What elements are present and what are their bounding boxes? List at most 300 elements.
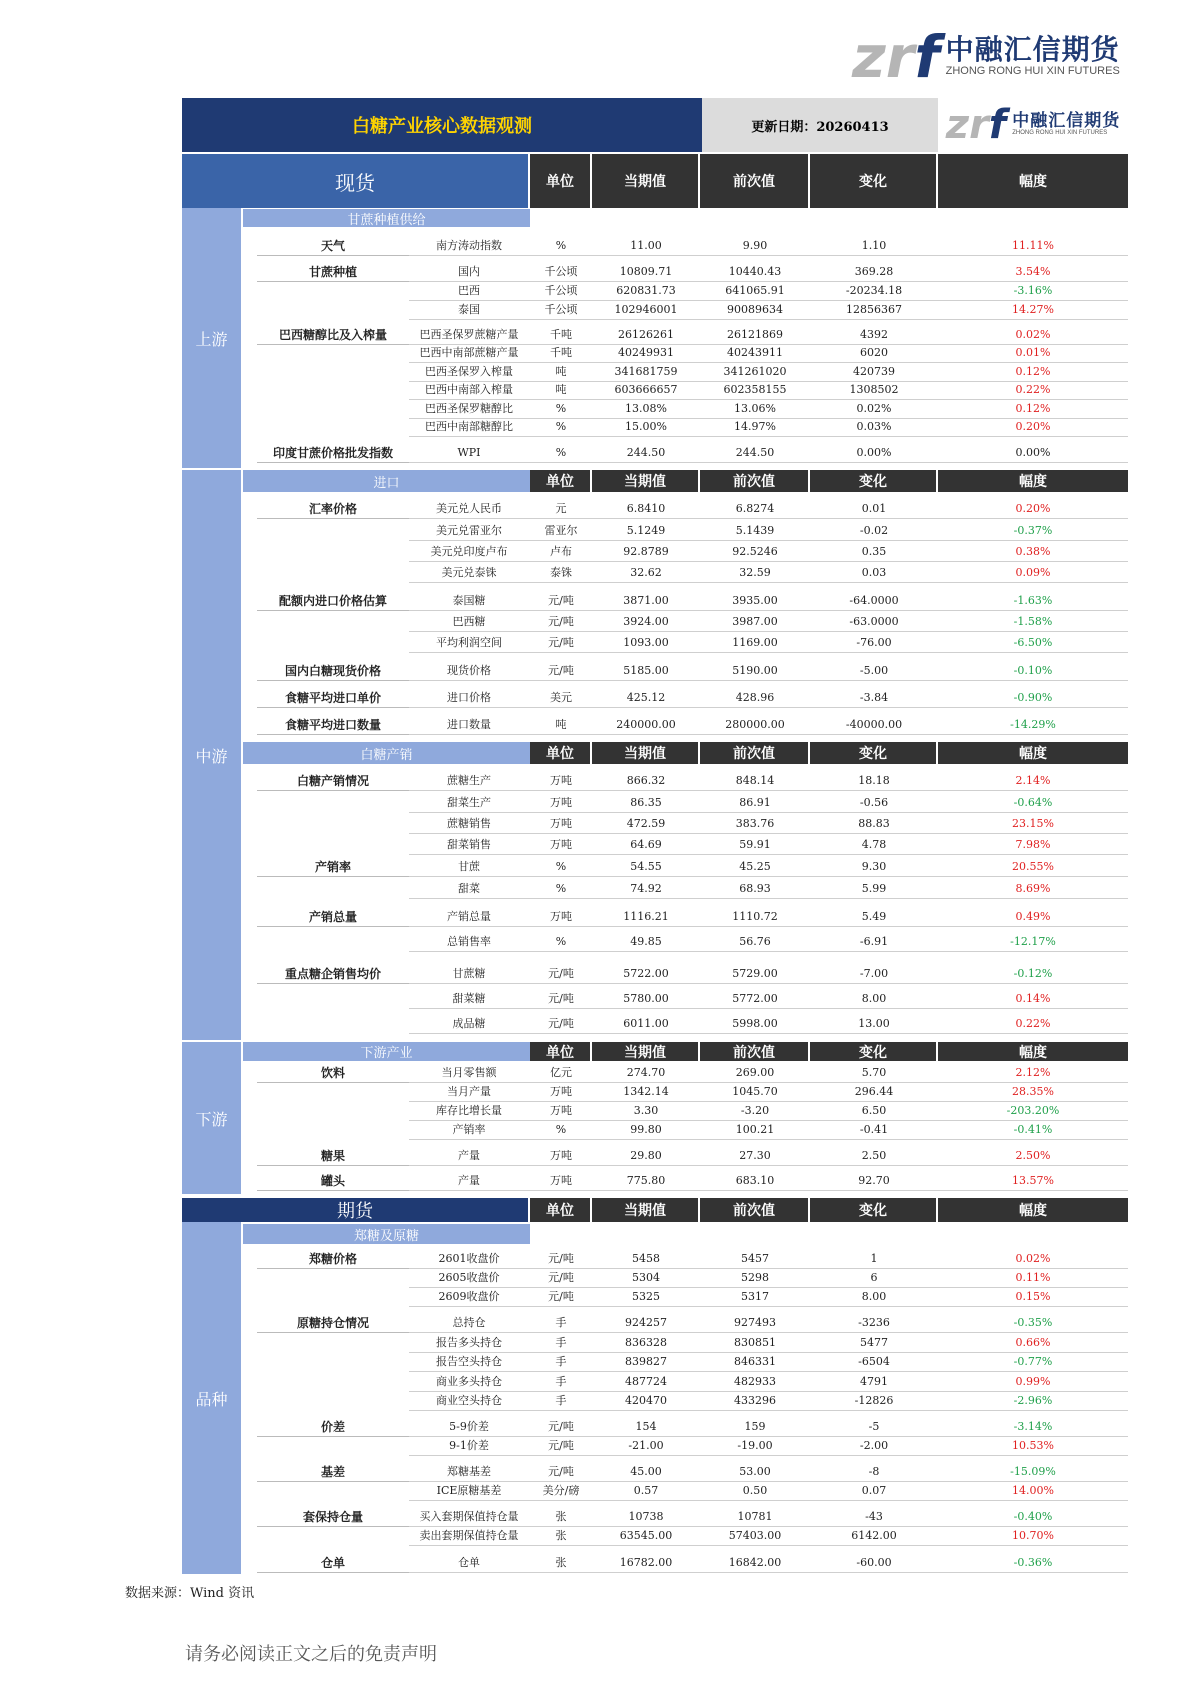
row-change: 4791 bbox=[860, 1374, 888, 1388]
row-current: 54.55 bbox=[630, 859, 662, 873]
category-separator bbox=[257, 1572, 409, 1573]
row-pct: 14.00% bbox=[1012, 1483, 1054, 1497]
category-separator bbox=[257, 255, 409, 256]
row-previous: 5457 bbox=[741, 1251, 769, 1265]
row-previous: 86.91 bbox=[739, 795, 771, 809]
row-change: 296.44 bbox=[854, 1084, 894, 1098]
row-pct: 10.53% bbox=[1012, 1438, 1054, 1452]
row-current: 13.08% bbox=[625, 401, 667, 415]
row-indicator: 买入套期保值持仓量 bbox=[419, 1510, 519, 1523]
row-category bbox=[257, 1014, 409, 1033]
row-indicator: 美元兑雷亚尔 bbox=[436, 524, 502, 537]
row-separator bbox=[409, 540, 1128, 541]
row-pct: -0.41% bbox=[1013, 1122, 1053, 1136]
row-indicator: 总销售率 bbox=[447, 935, 491, 948]
row-pct: -0.77% bbox=[1013, 1354, 1053, 1368]
row-previous: 5317 bbox=[741, 1289, 769, 1303]
row-pct: 0.12% bbox=[1015, 401, 1051, 415]
row-separator bbox=[409, 1545, 1128, 1546]
row-category: 天气 bbox=[320, 238, 345, 253]
row-unit: 元/吨 bbox=[548, 594, 574, 607]
row-category bbox=[257, 563, 409, 582]
row-category bbox=[257, 417, 409, 436]
row-change: -40000.00 bbox=[845, 717, 903, 731]
futures-label: 期货 bbox=[182, 1198, 530, 1222]
row-separator bbox=[409, 1139, 1128, 1140]
table-row bbox=[0, 1014, 1190, 1033]
row-separator bbox=[409, 518, 1128, 519]
row-indicator: 甜菜糖 bbox=[452, 992, 486, 1005]
row-change: 6.50 bbox=[861, 1103, 887, 1117]
row-category bbox=[257, 932, 409, 951]
table-row bbox=[0, 1391, 1190, 1410]
row-indicator: 国内 bbox=[458, 265, 480, 278]
row-previous: 846331 bbox=[734, 1354, 776, 1368]
row-unit: 元/吨 bbox=[548, 992, 574, 1005]
row-current: 274.70 bbox=[626, 1065, 666, 1079]
row-pct: 8.69% bbox=[1015, 881, 1051, 895]
table-row bbox=[0, 1082, 1190, 1101]
row-separator bbox=[409, 1008, 1128, 1009]
row-previous: 602358155 bbox=[723, 382, 787, 396]
row-unit: 手 bbox=[555, 1375, 567, 1388]
table-row bbox=[0, 325, 1190, 344]
row-category bbox=[257, 1287, 409, 1306]
row-current: 154 bbox=[635, 1419, 657, 1433]
row-previous: 56.76 bbox=[739, 934, 771, 948]
row-change: 0.03 bbox=[861, 565, 887, 579]
row-indicator: 2605收盘价 bbox=[438, 1271, 500, 1284]
row-previous: 1045.70 bbox=[732, 1084, 778, 1098]
section-import: 进口 bbox=[243, 470, 530, 492]
row-pct: 2.50% bbox=[1015, 1148, 1051, 1162]
logo-name-en: ZHONG RONG HUI XIN FUTURES bbox=[945, 64, 1120, 77]
row-separator bbox=[409, 436, 1128, 437]
row-category: 食糖平均进口数量 bbox=[284, 717, 381, 732]
row-indicator: 现货价格 bbox=[447, 664, 491, 677]
row-separator bbox=[409, 1190, 1128, 1191]
row-separator bbox=[409, 631, 1128, 632]
row-previous: 383.76 bbox=[735, 816, 775, 830]
row-change: -6504 bbox=[858, 1354, 890, 1368]
category-separator bbox=[257, 1190, 409, 1191]
row-change: 5.70 bbox=[861, 1065, 887, 1079]
row-change: 1308502 bbox=[849, 382, 899, 396]
row-current: 341681759 bbox=[614, 364, 678, 378]
row-current: 420470 bbox=[625, 1393, 667, 1407]
row-previous: 244.50 bbox=[735, 445, 775, 459]
row-pct: 28.35% bbox=[1012, 1084, 1054, 1098]
row-pct: -15.09% bbox=[1010, 1464, 1056, 1478]
row-unit: 万吨 bbox=[550, 1174, 572, 1187]
row-indicator: 巴西中南部入榨量 bbox=[425, 383, 513, 396]
row-current: 425.12 bbox=[626, 690, 666, 704]
row-pct: -0.64% bbox=[1013, 795, 1053, 809]
row-indicator: 产量 bbox=[458, 1174, 480, 1187]
table-row bbox=[0, 793, 1190, 812]
row-indicator: 成品糖 bbox=[452, 1017, 486, 1030]
row-change: -5.00 bbox=[859, 663, 889, 677]
update-date: 更新日期：20260413 bbox=[702, 98, 938, 152]
row-indicator: 美元兑泰铢 bbox=[441, 566, 497, 579]
table-row bbox=[0, 1171, 1190, 1190]
row-change: 420739 bbox=[853, 364, 895, 378]
row-category bbox=[257, 1333, 409, 1352]
row-pct: 10.70% bbox=[1012, 1528, 1054, 1542]
region-variety: 品种 bbox=[182, 1222, 241, 1576]
row-current: 15.00% bbox=[625, 419, 667, 433]
row-change: -76.00 bbox=[856, 635, 892, 649]
row-separator bbox=[409, 833, 1128, 834]
row-change: 369.28 bbox=[854, 264, 894, 278]
row-separator bbox=[409, 1165, 1128, 1166]
row-unit: % bbox=[555, 419, 567, 433]
row-pct: 0.99% bbox=[1015, 1374, 1051, 1388]
col-previous: 前次值 bbox=[700, 154, 810, 208]
row-category bbox=[257, 612, 409, 631]
row-category bbox=[257, 399, 409, 418]
row-previous: 1110.72 bbox=[732, 909, 778, 923]
row-category bbox=[257, 542, 409, 561]
row-current: 866.32 bbox=[626, 773, 666, 787]
header-logo: zrf 中融汇信期货 ZHONG RONG HUI XIN FUTURES bbox=[938, 98, 1128, 152]
table-row bbox=[0, 879, 1190, 898]
row-pct: -0.12% bbox=[1013, 966, 1053, 980]
row-pct: -14.29% bbox=[1010, 717, 1056, 731]
row-current: 29.80 bbox=[630, 1148, 662, 1162]
report-title: 白糖产业核心数据观测 bbox=[182, 98, 702, 152]
row-indicator: 甜菜 bbox=[458, 882, 480, 895]
row-category: 产销率 bbox=[314, 859, 351, 874]
table-row bbox=[0, 1101, 1190, 1120]
row-unit: 万吨 bbox=[550, 1104, 572, 1117]
row-unit: 元/吨 bbox=[548, 967, 574, 980]
row-category bbox=[257, 521, 409, 540]
table-row bbox=[0, 1268, 1190, 1287]
row-category: 印度甘蔗价格批发指数 bbox=[272, 445, 393, 460]
row-indicator: 5-9价差 bbox=[449, 1420, 489, 1433]
row-separator bbox=[409, 1033, 1128, 1034]
row-previous: 10781 bbox=[737, 1509, 773, 1523]
company-logo bbox=[852, 23, 1120, 91]
row-pct: -1.58% bbox=[1013, 614, 1053, 628]
row-category: 价差 bbox=[320, 1419, 345, 1434]
row-indicator: 泰国糖 bbox=[452, 594, 486, 607]
row-current: 5304 bbox=[632, 1270, 660, 1284]
section-prodsale: 白糖产销 bbox=[243, 742, 530, 764]
import-col-headers: 单位 当期值 前次值 变化 幅度 bbox=[530, 470, 1128, 492]
table-row bbox=[0, 281, 1190, 300]
row-category bbox=[257, 989, 409, 1008]
row-current: 603666657 bbox=[614, 382, 678, 396]
row-previous: 32.59 bbox=[739, 565, 771, 579]
row-category: 套保持仓量 bbox=[302, 1509, 363, 1524]
row-separator bbox=[409, 1572, 1128, 1573]
row-current: 32.62 bbox=[630, 565, 662, 579]
row-change: -0.56 bbox=[859, 795, 889, 809]
table-row bbox=[0, 1553, 1190, 1572]
table-row bbox=[0, 835, 1190, 854]
row-current: 472.59 bbox=[626, 816, 666, 830]
row-unit: 泰铢 bbox=[550, 566, 572, 579]
row-pct: 2.12% bbox=[1015, 1065, 1051, 1079]
row-change: 92.70 bbox=[858, 1173, 890, 1187]
table-row bbox=[0, 1507, 1190, 1526]
row-category bbox=[257, 281, 409, 300]
table-row bbox=[0, 1287, 1190, 1306]
row-previous: 830851 bbox=[734, 1335, 776, 1349]
row-unit: 美分/磅 bbox=[542, 1484, 580, 1497]
category-separator bbox=[257, 462, 409, 463]
row-current: 3924.00 bbox=[623, 614, 669, 628]
row-previous: 5772.00 bbox=[732, 991, 778, 1005]
row-unit: 元/吨 bbox=[548, 1439, 574, 1452]
row-separator bbox=[409, 876, 1128, 877]
row-previous: 5.1439 bbox=[735, 523, 775, 537]
row-pct: 0.22% bbox=[1015, 1016, 1051, 1030]
row-unit: 卢布 bbox=[550, 545, 572, 558]
row-category: 甘蔗种植 bbox=[308, 264, 357, 279]
table-row bbox=[0, 443, 1190, 462]
row-indicator: 总持仓 bbox=[452, 1316, 486, 1329]
table-row bbox=[0, 1120, 1190, 1139]
row-current: 45.00 bbox=[630, 1464, 662, 1478]
prodsale-col-headers: 单位 当期值 前次值 变化 幅度 bbox=[530, 742, 1128, 764]
row-category: 饮料 bbox=[320, 1065, 345, 1080]
row-pct: 0.20% bbox=[1015, 501, 1051, 515]
row-category bbox=[257, 793, 409, 812]
row-pct: 14.27% bbox=[1012, 302, 1054, 316]
row-separator bbox=[409, 983, 1128, 984]
row-unit: 吨 bbox=[555, 383, 567, 396]
category-separator bbox=[257, 790, 409, 791]
row-current: 775.80 bbox=[626, 1173, 666, 1187]
row-separator bbox=[409, 898, 1128, 899]
row-current: 244.50 bbox=[626, 445, 666, 459]
row-unit: 元/吨 bbox=[548, 1252, 574, 1265]
table-row bbox=[0, 857, 1190, 876]
row-indicator: 当月产量 bbox=[447, 1085, 491, 1098]
row-change: 8.00 bbox=[861, 1289, 887, 1303]
row-unit: 元/吨 bbox=[548, 615, 574, 628]
row-pct: 0.12% bbox=[1015, 364, 1051, 378]
row-unit: 千吨 bbox=[550, 328, 572, 341]
row-unit: % bbox=[555, 859, 567, 873]
row-change: 13.00 bbox=[858, 1016, 890, 1030]
row-previous: -19.00 bbox=[737, 1438, 773, 1452]
row-unit: 元/吨 bbox=[548, 664, 574, 677]
row-current: -21.00 bbox=[628, 1438, 664, 1452]
disclaimer: 请务必阅读正文之后的免责声明 bbox=[185, 1644, 437, 1665]
row-change: 2.50 bbox=[861, 1148, 887, 1162]
col-current: 当期值 bbox=[592, 154, 700, 208]
row-previous: 92.5246 bbox=[732, 544, 778, 558]
row-change: -20234.18 bbox=[845, 283, 903, 297]
row-change: -8 bbox=[868, 1464, 880, 1478]
row-current: 5780.00 bbox=[623, 991, 669, 1005]
row-indicator: 进口数量 bbox=[447, 718, 491, 731]
row-pct: -3.16% bbox=[1013, 283, 1053, 297]
row-category bbox=[257, 1391, 409, 1410]
row-previous: 5298 bbox=[741, 1270, 769, 1284]
row-separator bbox=[409, 812, 1128, 813]
row-unit: 万吨 bbox=[550, 774, 572, 787]
row-category: 糖果 bbox=[320, 1148, 345, 1163]
row-indicator: 美元兑人民币 bbox=[436, 502, 502, 515]
row-indicator: 商业多头持仓 bbox=[436, 1375, 502, 1388]
row-category: 郑糖价格 bbox=[308, 1251, 357, 1266]
table-row bbox=[0, 1146, 1190, 1165]
row-pct: 0.00% bbox=[1015, 445, 1051, 459]
row-change: -60.00 bbox=[856, 1555, 892, 1569]
row-current: 102946001 bbox=[614, 302, 678, 316]
row-pct: -6.50% bbox=[1013, 635, 1053, 649]
row-category: 配额内进口价格估算 bbox=[278, 593, 387, 608]
row-category: 罐头 bbox=[320, 1173, 345, 1188]
row-current: 11.00 bbox=[630, 238, 662, 252]
row-change: -2.00 bbox=[859, 1438, 889, 1452]
row-separator bbox=[409, 561, 1128, 562]
table-row bbox=[0, 499, 1190, 518]
row-previous: 16842.00 bbox=[728, 1555, 782, 1569]
category-separator bbox=[257, 876, 409, 877]
row-pct: 0.38% bbox=[1015, 544, 1051, 558]
row-current: 16782.00 bbox=[619, 1555, 673, 1569]
row-current: 10738 bbox=[628, 1509, 664, 1523]
row-unit: 万吨 bbox=[550, 1149, 572, 1162]
row-change: 1 bbox=[870, 1251, 878, 1265]
table-row bbox=[0, 521, 1190, 540]
row-previous: 57403.00 bbox=[728, 1528, 782, 1542]
row-indicator: 蔗糖生产 bbox=[447, 774, 491, 787]
table-row bbox=[0, 1481, 1190, 1500]
row-category: 巴西糖醇比及入榨量 bbox=[278, 327, 387, 342]
row-separator bbox=[409, 734, 1128, 735]
category-separator bbox=[257, 926, 409, 927]
row-previous: 5190.00 bbox=[732, 663, 778, 677]
row-pct: 0.22% bbox=[1015, 382, 1051, 396]
row-indicator: 巴西中南部蔗糖产量 bbox=[419, 346, 519, 359]
row-current: 49.85 bbox=[630, 934, 662, 948]
region-downstream: 下游 bbox=[182, 1042, 241, 1196]
table-row bbox=[0, 300, 1190, 319]
col-pct: 幅度 bbox=[938, 154, 1128, 208]
row-unit: 千公顷 bbox=[544, 265, 578, 278]
table-row bbox=[0, 563, 1190, 582]
row-separator bbox=[409, 1455, 1128, 1456]
row-current: 40249931 bbox=[618, 345, 674, 359]
row-pct: 0.14% bbox=[1015, 991, 1051, 1005]
row-unit: % bbox=[555, 934, 567, 948]
row-separator bbox=[409, 707, 1128, 708]
row-unit: 手 bbox=[555, 1336, 567, 1349]
row-unit: 万吨 bbox=[550, 1085, 572, 1098]
row-separator bbox=[409, 680, 1128, 681]
row-change: 0.00% bbox=[856, 445, 892, 459]
row-unit: 张 bbox=[555, 1510, 567, 1523]
row-current: 6011.00 bbox=[623, 1016, 669, 1030]
row-separator bbox=[409, 319, 1128, 320]
row-change: 0.02% bbox=[856, 401, 892, 415]
row-indicator: 商业空头持仓 bbox=[436, 1394, 502, 1407]
row-category bbox=[257, 1372, 409, 1391]
row-current: 5722.00 bbox=[623, 966, 669, 980]
row-pct: -2.96% bbox=[1013, 1393, 1053, 1407]
row-current: 3871.00 bbox=[623, 593, 669, 607]
row-current: 3.30 bbox=[633, 1103, 659, 1117]
row-unit: 手 bbox=[555, 1355, 567, 1368]
row-previous: 14.97% bbox=[734, 419, 776, 433]
row-unit: 吨 bbox=[555, 718, 567, 731]
row-indicator: 美元兑印度卢布 bbox=[430, 545, 508, 558]
row-unit: 千公顷 bbox=[544, 284, 578, 297]
row-previous: 269.00 bbox=[735, 1065, 775, 1079]
row-pct: -0.35% bbox=[1013, 1315, 1053, 1329]
row-previous: 9.90 bbox=[742, 238, 768, 252]
row-previous: 927493 bbox=[734, 1315, 776, 1329]
row-current: 26126261 bbox=[618, 327, 674, 341]
row-unit: 元/吨 bbox=[548, 1290, 574, 1303]
row-unit: 雷亚尔 bbox=[544, 524, 578, 537]
row-previous: 100.21 bbox=[735, 1122, 775, 1136]
row-pct: 0.66% bbox=[1015, 1335, 1051, 1349]
spot-label: 现货 bbox=[182, 154, 530, 208]
row-previous: 280000.00 bbox=[725, 717, 785, 731]
row-category: 产销总量 bbox=[308, 909, 357, 924]
row-separator bbox=[409, 926, 1128, 927]
row-separator bbox=[409, 582, 1128, 583]
row-unit: % bbox=[555, 401, 567, 415]
row-previous: 1169.00 bbox=[732, 635, 778, 649]
row-indicator: 巴西圣保罗蔗糖产量 bbox=[419, 328, 519, 341]
row-previous: 68.93 bbox=[739, 881, 771, 895]
row-category bbox=[257, 1101, 409, 1120]
table-row bbox=[0, 417, 1190, 436]
row-separator bbox=[409, 652, 1128, 653]
row-change: 5477 bbox=[860, 1335, 888, 1349]
table-row bbox=[0, 1526, 1190, 1545]
row-pct: 0.49% bbox=[1015, 909, 1051, 923]
table-row bbox=[0, 1372, 1190, 1391]
table-row bbox=[0, 814, 1190, 833]
category-separator bbox=[257, 680, 409, 681]
row-indicator: 产销总量 bbox=[447, 910, 491, 923]
row-category bbox=[257, 835, 409, 854]
row-indicator: 报告多头持仓 bbox=[436, 1336, 502, 1349]
row-current: 836328 bbox=[625, 1335, 667, 1349]
futures-header-row: 期货 单位 当期值 前次值 变化 幅度 bbox=[182, 1198, 1128, 1222]
row-current: 487724 bbox=[625, 1374, 667, 1388]
row-indicator: 9-1价差 bbox=[449, 1439, 489, 1452]
table-row bbox=[0, 1249, 1190, 1268]
row-separator bbox=[409, 1410, 1128, 1411]
row-category bbox=[257, 1481, 409, 1500]
row-indicator: 产量 bbox=[458, 1149, 480, 1162]
row-pct: 0.15% bbox=[1015, 1289, 1051, 1303]
row-indicator: 平均利润空间 bbox=[436, 636, 502, 649]
row-category: 白糖产销情况 bbox=[296, 773, 369, 788]
row-category: 食糖平均进口单价 bbox=[284, 690, 381, 705]
row-category: 原糖持仓情况 bbox=[296, 1315, 369, 1330]
row-change: 0.03% bbox=[856, 419, 892, 433]
row-unit: 千吨 bbox=[550, 346, 572, 359]
row-pct: 0.20% bbox=[1015, 419, 1051, 433]
row-previous: 6.8274 bbox=[735, 501, 775, 515]
row-pct: 23.15% bbox=[1012, 816, 1054, 830]
row-current: 63545.00 bbox=[619, 1528, 673, 1542]
row-previous: 5729.00 bbox=[732, 966, 778, 980]
row-change: 88.83 bbox=[858, 816, 890, 830]
